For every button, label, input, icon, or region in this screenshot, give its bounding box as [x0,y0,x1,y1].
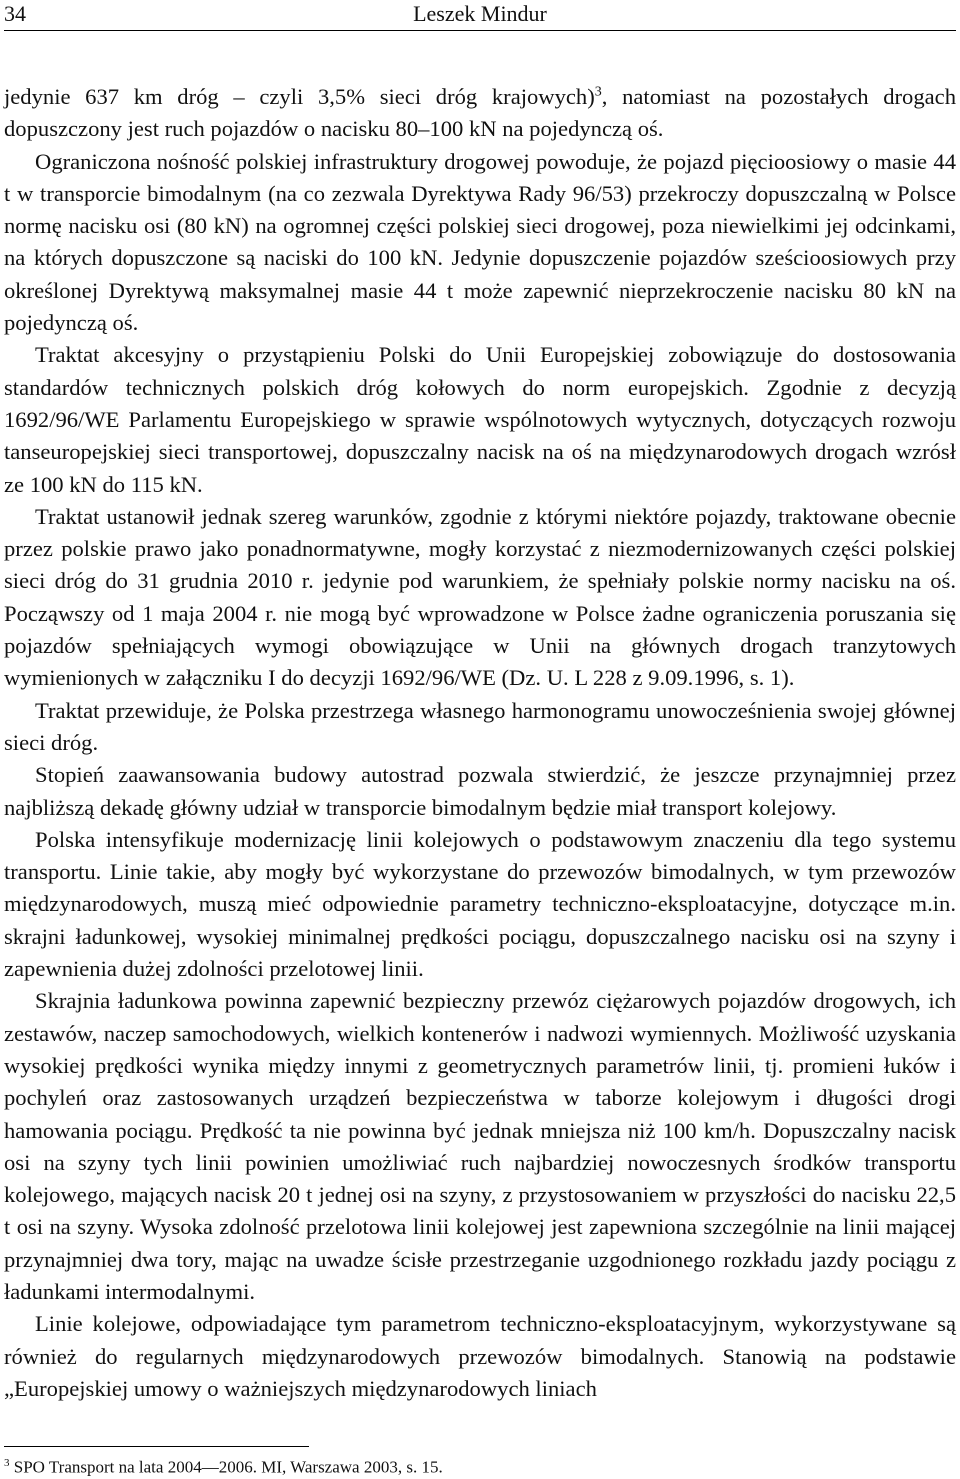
paragraph: Traktat ustanowił jednak szereg warunków, zgodnie z którymi niektóre pojazdy, traktowane obecnie przez polskie prawo jako ponadnormatywne, mogły korzystać z niezmodernizowanych części polskiej sieci dróg do 31 grudnia 2010 r. jedynie pod warunkiem, że spełniały polskie normy nacisku na oś. Począwszy od 1 maja 2004 r. nie mogą być wprowadzone w Polsce żadne ograniczenia poruszania się pojazdów spełniających wymogi obowiązujące w Unii na głównych drogach tranzytowych wymienionych w załączniku I do decyzji 1692/96/WE (Dz. U. L 228 z 9.09.1996, s. 1). [4,503,956,691]
paragraph: Traktat akcesyjny o przystąpieniu Polski do Unii Europejskiej zobowiązuje do dostosowania standardów technicznych polskich dróg kołowych do norm europejskich. Zgodnie z decyzją 1692/96/WE Parlamentu Europejskiego w sprawie wspólnotowych wytycznych, dotyczących rozwoju tanseuropejskiej sieci transportowej, dopuszczalny nacisk na oś na międzynarodowych drogach wzrósł ze 100 kN do 115 kN. [4,342,956,497]
running-header [4,0,956,31]
footnote-text: SPO Transport na lata 2004—2006. MI, Warszawa 2003, s. 15. [13,1457,443,1477]
paragraph: Polska intensyfikuje modernizację linii kolejowych o podstawowym znaczeniu dla tego systemu transportu. Linie takie, aby mogły być wykorzystane do przewozów bimodalnych, w tym przewozów międzynarodowych, muszą mieć odpowiednie parametry techniczno-eksploatacyjne, dotyczące m.in. skrajni ładunkowej, wysokiej minimalnej prędkości pociągu, dopuszczalnego nacisku osi na szyny i zapewnienia dużej zdolności przelotowej linii. [4,826,956,982]
paragraph: Skrajnia ładunkowa powinna zapewnić bezpieczny przewóz ciężarowych pojazdów drogowych, ich zestawów, naczep samochodowych, wielkich kontenerów i nadwozi wymiennych. Możliwość uzyskania wysokiej prędkości wynika między innymi z geometrycznych parametrów linii, tj. promieni łuków i pochyleń oraz zastosowanych urządzeń bezpieczeństwa w taborze kolejowym i długości drogi hamowania pociągu. Prędkość ta nie powinna być jednak mniejsza niż 100 km/h. Dopuszczalny nacisk osi na szyny tych linii powinien umożliwiać ruch najbardziej nowoczesnych środków transportu kolejowego, mających nacisk 20 t jednej osi na szyny, z przystosowaniem w przyszłości do nacisku 22,5 t osi na szyny. Wysoka zdolność przelotowa linii kolejowej jest zapewniona szczególnie na linii mającej przynajmniej dwa tory, mając na uwadze ścisłe przestrzeganie uzgodnionego rozkładu jazdy pociągu z ładunkami intermodalnymi. [4,988,956,1304]
paragraph: Ograniczona nośność polskiej infrastruktury drogowej powoduje, że pojazd pięcioosiowy o masie 44 t w transporcie bimodalnym (na co zezwala Dyrektywa Rady 96/53) przekroczy dopuszczalną w Polsce normę nacisku osi (80 kN) na ogromnej części polskiej sieci drogowej, poza niewielkimi jej odcinkami, na których dopuszczone są naciski do 100 kN. Jedynie dopuszczenie pojazdów sześcioosiowych przy określonej Dyrektywą maksymalnej masie 44 t może zapewnić nieprzekroczenie nacisku 80 kN na pojedynczą oś. [4,148,956,336]
paragraph-text: jedynie 637 km dróg – czyli 3,5% sieci dróg krajowych) [4,84,595,109]
footnote-number: 3 [4,1457,10,1469]
body-text [4,81,956,1405]
footnote-reference: 3 [594,84,602,100]
paragraph: Stopień zaawansowania budowy autostrad pozwala stwierdzić, że jeszcze przynajmniej przez najbliższą dekadę główny udział w transporcie bimodalnym będzie miał transport kolejowy. [4,762,956,820]
footnote-separator [4,1446,309,1447]
page-number: 34 [4,1,26,26]
running-header-author: Leszek Mindur [413,1,547,26]
paragraph [4,81,956,146]
paragraph: Traktat przewiduje, że Polska przestrzega własnego harmonogramu unowocześnienia swojej głównej sieci dróg. [4,697,956,755]
paragraph: Linie kolejowe, odpowiadające tym parametrom techniczno-eksploatacyjnym, wykorzystywane są również do regularnych międzynarodowych przewozów bimodalnych. Stanowią na podstawie „Europejskiej umowy o ważniejszych międzynarodowych liniach [4,1311,956,1401]
paragraph-text: , natomiast na pozostałych drogach dopuszczony jest ruch pojazdów o nacisku 80–100 kN na pojedynczą oś. [4,84,956,142]
footnote [4,1452,443,1479]
